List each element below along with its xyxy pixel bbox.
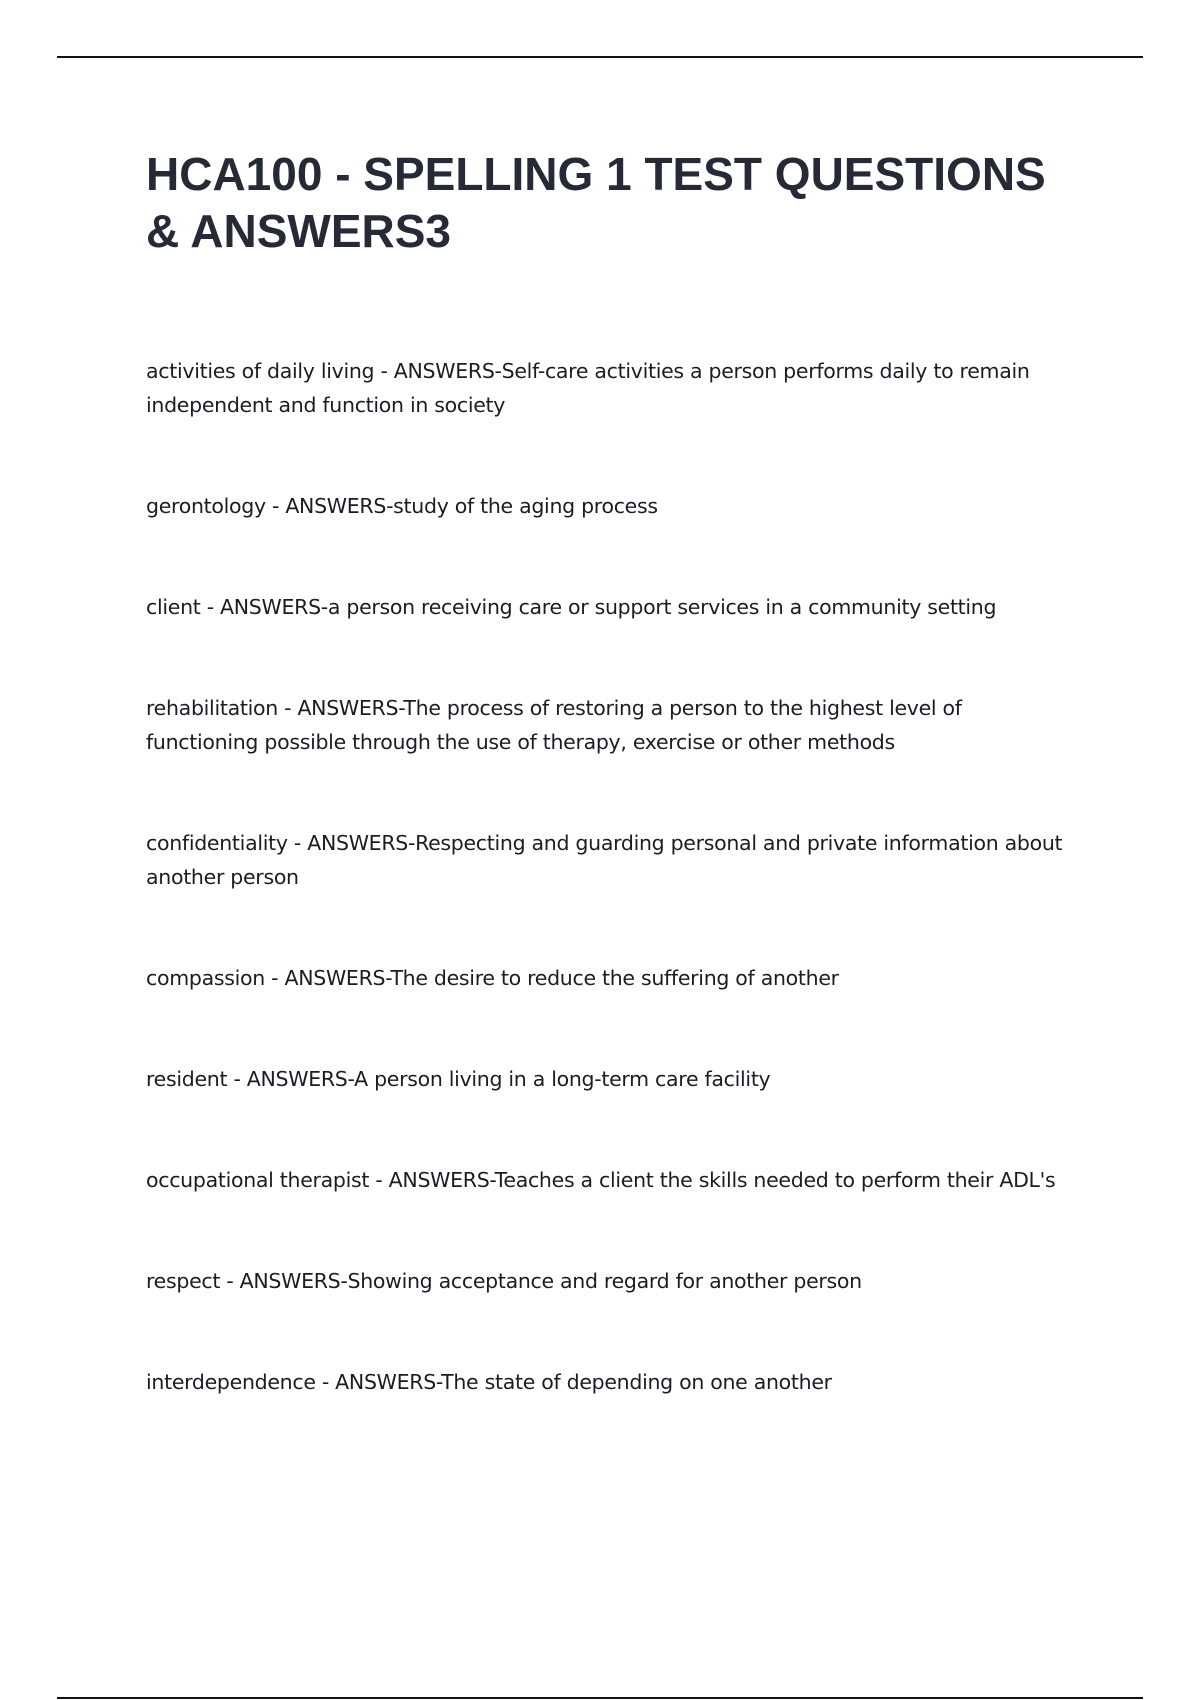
qa-item: respect - ANSWERS-Showing acceptance and regard for another person — [146, 1269, 862, 1293]
qa-item: rehabilitation - ANSWERS-The process of restoring a person to the highest level of functioning possible through the use of therapy, exercise or other methods — [146, 696, 962, 754]
qa-item: client - ANSWERS-a person receiving care or support services in a community setting — [146, 595, 997, 619]
qa-item: confidentiality - ANSWERS-Respecting and guarding personal and private information about another person — [146, 831, 1063, 889]
qa-item: occupational therapist - ANSWERS-Teaches a client the skills needed to perform their ADL's — [146, 1168, 1056, 1192]
header-divider — [57, 56, 1143, 58]
qa-item: resident - ANSWERS-A person living in a long-term care facility — [146, 1067, 771, 1091]
qa-item: compassion - ANSWERS-The desire to reduce the suffering of another — [146, 966, 839, 990]
qa-list — [146, 354, 1076, 1466]
qa-item: activities of daily living - ANSWERS-Self-care activities a person performs daily to remain independent and function in society — [146, 359, 1030, 417]
document-title: HCA100 - SPELLING 1 TEST QUESTIONS & ANSWERS3 — [146, 148, 1046, 257]
qa-item: gerontology - ANSWERS-study of the aging process — [146, 494, 658, 518]
qa-item: interdependence - ANSWERS-The state of depending on one another — [146, 1370, 832, 1394]
footer-divider — [57, 1697, 1143, 1699]
